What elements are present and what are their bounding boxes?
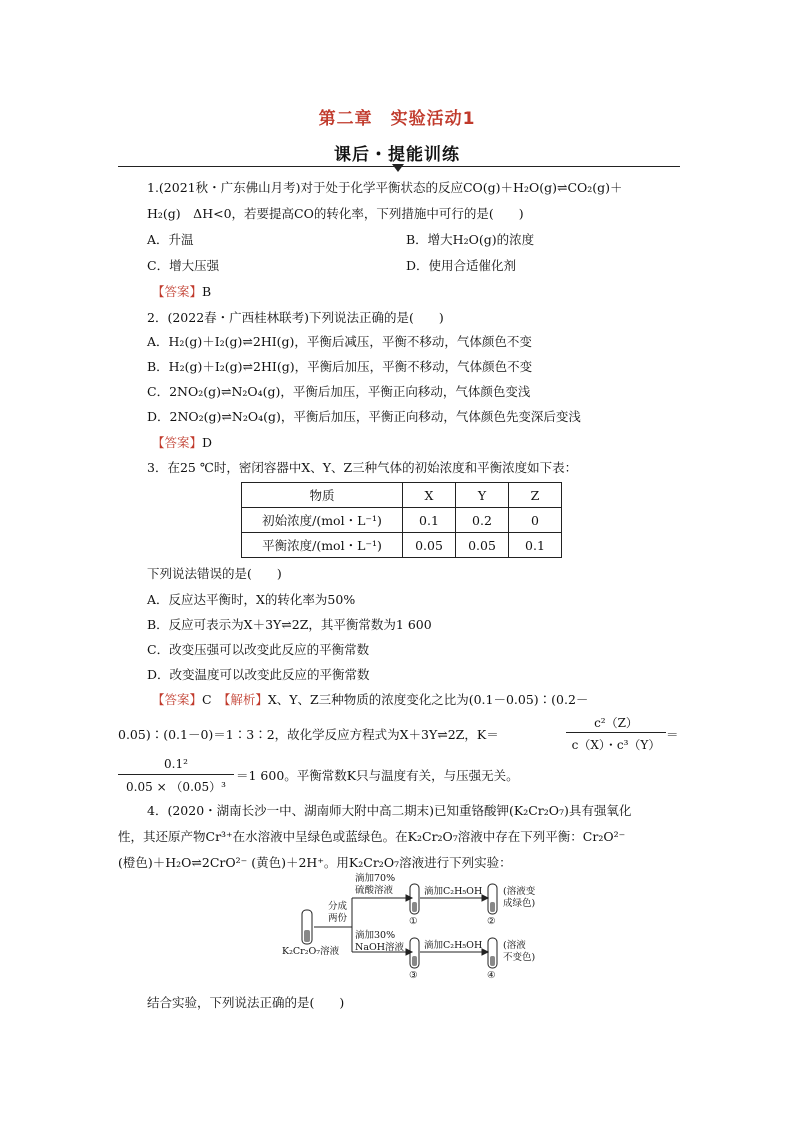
- q4-stem-line2: 性，其还原产物Cr³⁺在水溶液中呈绿色或蓝绿色。在K₂Cr₂O₇溶液中存在下列平衡：Cr₂O²⁻: [118, 829, 626, 844]
- q4-stem-line3: (橙色)＋H₂O⇌2CrO²⁻ (黄色)＋2H⁺。用K₂Cr₂O₇溶液进行下列实验：: [118, 855, 512, 870]
- table-cell: 0.05: [403, 533, 456, 558]
- start-solution-label: K₂Cr₂O₇溶液: [282, 946, 340, 957]
- table-header-row: [242, 483, 562, 508]
- k-numerator: c²（Z）: [594, 716, 638, 730]
- concentration-table: [241, 482, 562, 558]
- top-result-label: [503, 886, 535, 910]
- q3-analysis-line3: ＝1 600。平衡常数K只与温度有关，与压强无关。: [236, 768, 519, 783]
- result-line: 成绿色): [503, 898, 536, 909]
- table-cell: 0.2: [456, 508, 509, 533]
- q1-option-d: D．使用合适催化剂: [406, 258, 517, 273]
- top-reagent-label: [355, 873, 395, 897]
- q1-stem-line2: H₂(g) ΔH<0，若要提高CO的转化率，下列措施中可行的是( ): [147, 206, 524, 221]
- value-denominator: 0.05 × （0.05）³: [126, 780, 226, 794]
- reagent-line: 滴加30%: [355, 930, 396, 941]
- arrow-head: [482, 949, 488, 955]
- top-ethanol-label: 滴加C₂H₅OH: [424, 886, 483, 897]
- table-cell: 0.05: [456, 533, 509, 558]
- reagent-line: 硫酸溶液: [355, 885, 394, 896]
- answer-label: 【答案】: [152, 435, 203, 450]
- q1-option-b: B．增大H₂O(g)的浓度: [406, 232, 535, 247]
- q1-option-c: C．增大压强: [147, 258, 220, 273]
- q3-analysis-line2: 0.05)∶(0.1－0)＝1∶3∶2，故化学反应方程式为X＋3Y⇌2Z，K＝: [118, 727, 499, 742]
- tube-4-label: ④: [487, 970, 496, 981]
- arrow-head: [482, 895, 488, 901]
- q3-option-c: C．改变压强可以改变此反应的平衡常数: [147, 642, 370, 657]
- q1-option-a: A．升温: [147, 232, 194, 247]
- value-numerator: 0.1²: [164, 757, 188, 771]
- q3-prompt: 下列说法错误的是( ): [147, 566, 282, 581]
- q2-answer: [152, 435, 212, 451]
- q1-answer: [152, 284, 211, 300]
- answer-value: D: [202, 435, 213, 450]
- tube-2-label: ②: [487, 916, 496, 927]
- table-row: [242, 508, 562, 533]
- table-cell: 0: [509, 508, 562, 533]
- table-cell: 平衡浓度/(mol・L⁻¹): [242, 533, 403, 558]
- table-header-cell: 物质: [242, 483, 403, 508]
- answer-value: C: [202, 692, 212, 707]
- analysis-text: X、Y、Z三种物质的浓度变化之比为(0.1－0.05)∶(0.2－: [267, 692, 589, 707]
- result-line: (溶液变: [503, 886, 536, 897]
- q2-option-c: C．2NO₂(g)⇌N₂O₄(g)，平衡后加压，平衡正向移动，气体颜色变浅: [147, 384, 531, 399]
- q3-answer: [152, 692, 588, 708]
- q4-stem-line1: 4．(2020・湖南长沙一中、湖南师大附中高二期末)已知重铬酸钾(K₂Cr₂O₇)具有强氧化: [147, 803, 632, 818]
- split-label-line: 两份: [328, 913, 348, 924]
- reagent-line: NaOH溶液: [355, 942, 405, 953]
- bottom-reagent-label: [355, 930, 404, 954]
- q2-option-a: A．H₂(g)＋I₂(g)⇌2HI(g)，平衡后减压，平衡不移动，气体颜色不变: [147, 334, 532, 349]
- tube-3-label: ③: [409, 970, 418, 981]
- test-tube-3: [410, 938, 419, 968]
- q2-option-b: B．H₂(g)＋I₂(g)⇌2HI(g)，平衡后加压，平衡不移动，气体颜色不变: [147, 359, 533, 374]
- table-cell: 0.1: [403, 508, 456, 533]
- k-denominator: c（X）・c³（Y）: [571, 738, 661, 752]
- chapter-title: 第二章 实验活动1: [318, 109, 476, 129]
- table-header-cell: Z: [509, 483, 562, 508]
- q2-option-d: D．2NO₂(g)⇌N₂O₄(g)，平衡后加压，平衡正向移动，气体颜色先变深后变浅: [147, 409, 581, 424]
- table-cell: 0.1: [509, 533, 562, 558]
- test-tube-start: [302, 910, 312, 944]
- q3-stem: 3．在25 ℃时，密闭容器中X、Y、Z三种气体的初始浓度和平衡浓度如下表：: [147, 460, 578, 475]
- table-header-cell: X: [403, 483, 456, 508]
- answer-value: B: [202, 284, 212, 299]
- table-row: [242, 533, 562, 558]
- answer-label: 【答案】: [152, 692, 203, 707]
- k-fraction-bar: [566, 732, 666, 733]
- reagent-line: 滴加70%: [355, 873, 396, 884]
- q3-option-a: A．反应达平衡时，X的转化率为50%: [147, 592, 356, 607]
- q4-prompt: 结合实验，下列说法正确的是( ): [147, 995, 345, 1010]
- arrow-head: [406, 895, 412, 901]
- tube-1-label: ①: [409, 916, 418, 927]
- bottom-ethanol-label: 滴加C₂H₅OH: [424, 940, 483, 951]
- bottom-result-label: [503, 940, 535, 964]
- test-tube-4: [488, 938, 497, 968]
- table-cell: 初始浓度/(mol・L⁻¹): [242, 508, 403, 533]
- result-line: 不变色): [503, 952, 536, 963]
- k-equals: ＝: [666, 727, 679, 742]
- arrow-head: [406, 949, 412, 955]
- result-line: (溶液: [503, 940, 526, 951]
- value-fraction-bar: [118, 774, 234, 775]
- split-label-line: 分成: [328, 901, 348, 912]
- q3-option-d: D．改变温度可以改变此反应的平衡常数: [147, 667, 370, 682]
- section-subtitle: 课后・提能训练: [334, 145, 460, 165]
- q1-stem-line1: 1.(2021秋・广东佛山月考)对于处于化学平衡状态的反应CO(g)＋H₂O(g)⇌CO₂(g)＋: [147, 180, 623, 195]
- test-tube-1: [410, 884, 419, 914]
- q3-option-b: B．反应可表示为X＋3Y⇌2Z，其平衡常数为1 600: [147, 617, 432, 632]
- table-header-cell: Y: [456, 483, 509, 508]
- split-label: [328, 901, 347, 925]
- test-tube-2: [488, 884, 497, 914]
- q2-stem: 2．(2022春・广西桂林联考)下列说法正确的是( ): [147, 310, 444, 325]
- divider-triangle-icon: [392, 164, 404, 172]
- answer-label: 【答案】: [152, 284, 203, 299]
- analysis-label: 【解析】: [224, 692, 268, 707]
